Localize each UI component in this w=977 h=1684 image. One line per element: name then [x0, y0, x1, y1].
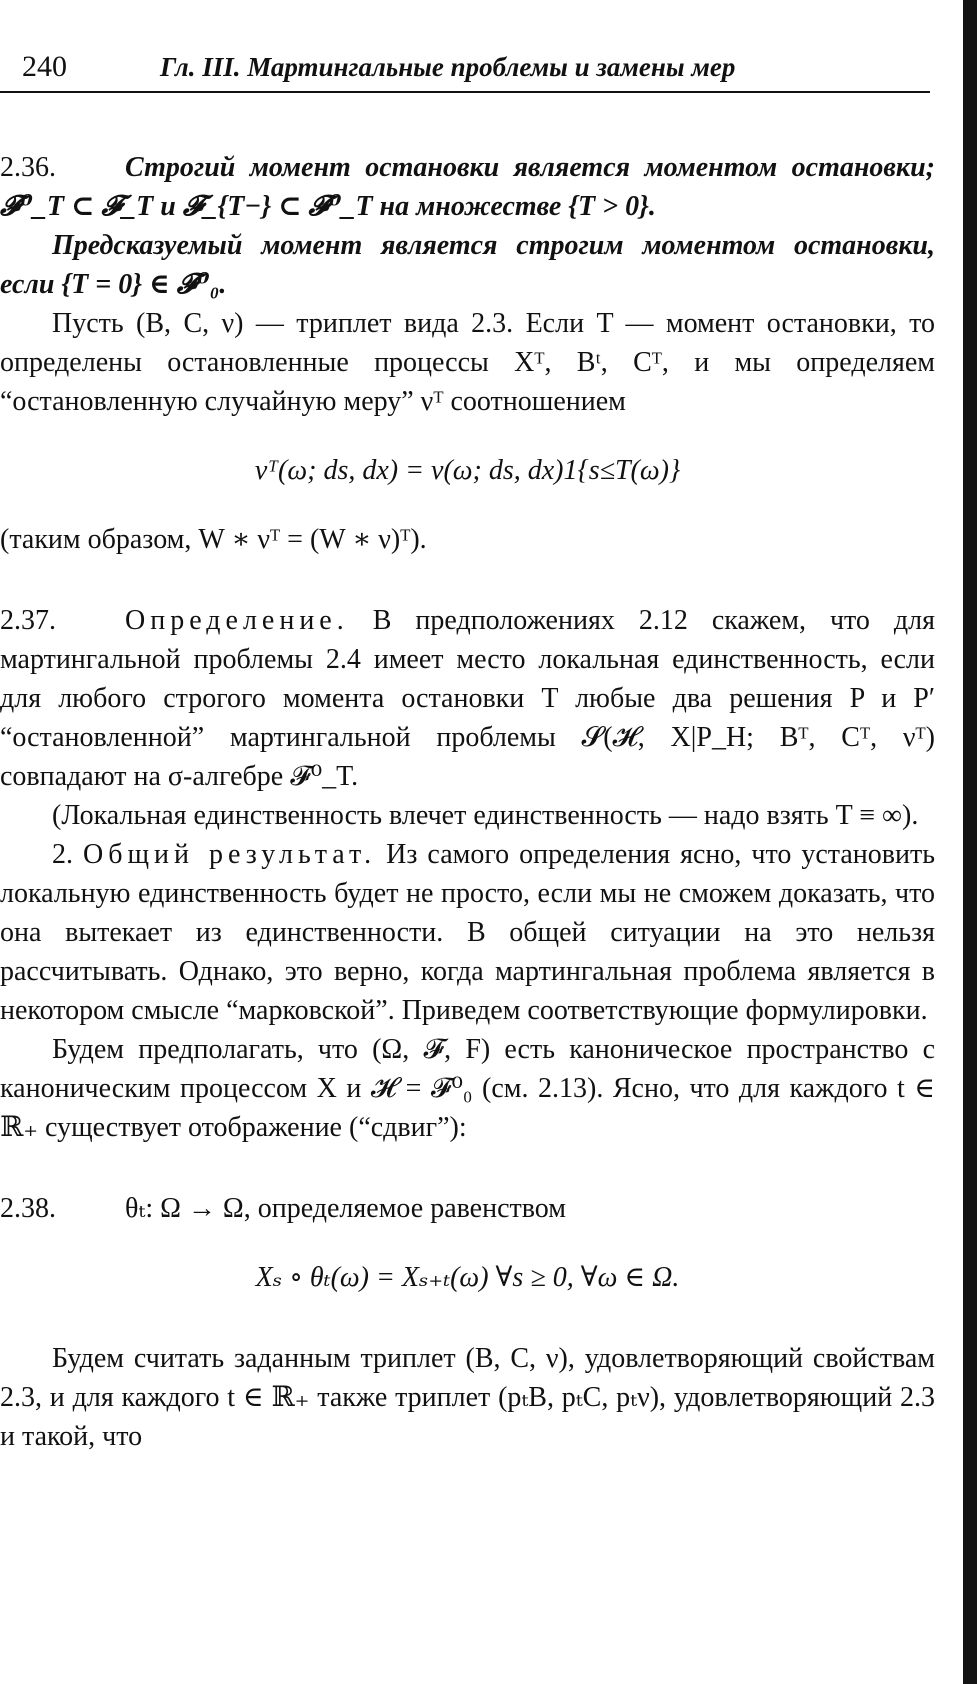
section-number: 2. — [52, 839, 73, 870]
definition-word: Определение. — [125, 605, 349, 636]
paragraph-local-uniqueness: (Локальная единственность влечет единственность — надо взять T ≡ ∞). — [52, 800, 919, 831]
formula-shift: Xₛ ∘ θₜ(ω) = Xₛ₊ₜ(ω) ∀s ≥ 0, ∀ω ∈ Ω. — [255, 1262, 680, 1293]
header-rule — [0, 91, 930, 93]
page-number: 240 — [22, 50, 67, 83]
definition-text: В предположениях 2.12 скажем, что для мартингальной проблемы 2.4 имеет место локальная единственность, если для любого строгого момента остановки T любые два решения P и P′ “остановленной” мартингальной проблемы 𝓢(𝓗, X|P_H; Bᵀ, Cᵀ, νᵀ) совпадают на σ-алгебре 𝓕⁰_T. — [0, 605, 936, 792]
statement-2-36-second: Предсказуемый момент является строгим моментом остановки, если {T = 0} ∈ 𝓕⁰₀. — [0, 230, 935, 300]
section-heading: Общий результат. — [83, 839, 377, 870]
section-label: 2.38. — [0, 1193, 56, 1224]
section-label: 2.36. — [0, 152, 56, 183]
section-text: Из самого определения ясно, что установить локальную единственность будет не просто, если мы не сможем доказать, что она вытекает из единственности. В общей ситуации на это нельзя рассчитывать. Однако, это верно, когда мартингальная проблема является в некотором смысле “марковской”. Приведем соответствующие формулировки. — [0, 839, 935, 1026]
statement-text: θₜ: Ω → Ω, определяемое равенством — [125, 1193, 566, 1224]
statement-2-38 — [0, 1189, 935, 1228]
paragraph-triplet: Пусть (B, C, ν) — триплет вида 2.3. Если T — момент остановки, то определены остановленные процессы Xᵀ, Bᵗ, Cᵀ, и мы определяем “остановленную случайную меру” νᵀ соотношением — [0, 308, 935, 417]
paragraph-canonical-space: Будем предполагать, что (Ω, 𝓕, F) есть каноническое пространство с каноническим процессом X и 𝓗 = 𝓕⁰₀ (см. 2.13). Ясно, что для каждого t ∈ ℝ₊ существует отображение (“сдвиг”): — [0, 1034, 935, 1143]
statement-text: Строгий момент остановки является моментом остановки; 𝓕⁰_T ⊂ 𝓕_T и 𝓕_{T−} ⊂ 𝓕⁰_T на множестве {T > 0}. — [0, 152, 935, 222]
page-content — [0, 148, 935, 1456]
paragraph-thus: (таким образом, W ∗ νᵀ = (W ∗ ν)ᵀ). — [0, 524, 427, 555]
paragraph-final: Будем считать заданным триплет (B, C, ν), удовлетворяющий свойствам 2.3, и для каждого t ∈ ℝ₊ также триплет (pₜB, pₜC, pₜν), удовлетворяющий 2.3 и такой, что — [0, 1343, 935, 1452]
section-label: 2.37. — [0, 605, 56, 636]
section-2-general-result — [0, 835, 935, 1030]
formula-stopped-measure: νᵀ(ω; ds, dx) = ν(ω; ds, dx)1{s≤T(ω)} — [254, 455, 681, 486]
definition-2-37 — [0, 601, 935, 796]
page-edge-bar — [963, 0, 977, 1684]
running-title: Гл. III. Мартингальные проблемы и замены мер — [160, 52, 736, 82]
statement-2-36 — [0, 148, 935, 226]
